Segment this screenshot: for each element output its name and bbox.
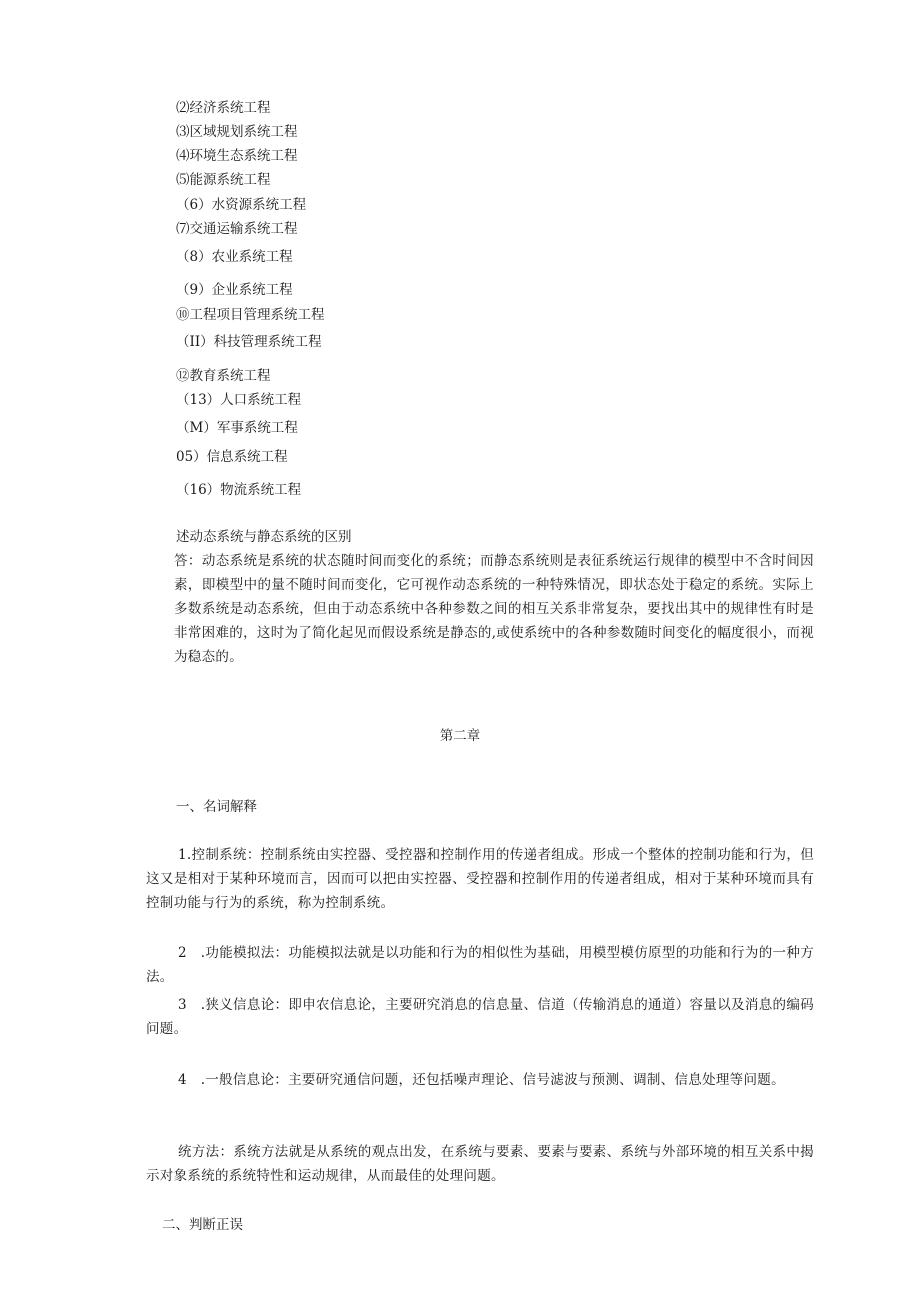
list-item: 05）信息系统工程 — [176, 449, 288, 465]
list-item: ⑫教育系统工程 — [176, 368, 271, 384]
section-heading: 一、名词解释 — [176, 799, 257, 815]
list-item: （M）军事系统工程 — [176, 420, 298, 436]
term-paragraph: 3 .狭义信息论：即申农信息论，主要研究消息的信息量、信道（传输消息的通道）容量以及消息的编码问题。 — [146, 997, 814, 1037]
list-item: ⑸能源系统工程 — [176, 172, 271, 188]
section-heading: 二、判断正误 — [162, 1217, 243, 1233]
list-item: （9）企业系统工程 — [176, 282, 293, 298]
term-paragraph: 2 .功能模拟法：功能模拟法就是以功能和行为的相似性为基础，用模型模仿原型的功能和行为的一种方法。 — [146, 945, 814, 985]
term-paragraph: 4 .一般信息论：主要研究通信问题，还包括噪声理论、信号滤波与预测、调制、信息处理等问题。 — [178, 1072, 785, 1088]
list-item: （6）水资源系统工程 — [176, 197, 307, 213]
list-item: ⑩工程项目管理系统工程 — [176, 307, 325, 323]
question-title: 述动态系统与静态系统的区别 — [176, 529, 352, 545]
chapter-title: 第二章 — [439, 728, 481, 744]
list-item: ⑵经济系统工程 — [176, 100, 271, 116]
term-paragraph: 统方法：系统方法就是从系统的观点出发，在系统与要素、要素与要素、系统与外部环境的相互关系中揭示对象系统的系统特性和运动规律，从而最佳的处理问题。 — [146, 1144, 814, 1184]
list-item: （II）科技管理系统工程 — [176, 334, 322, 350]
list-item: （16）物流系统工程 — [176, 482, 302, 498]
list-item: ⑷环境生态系统工程 — [176, 148, 298, 164]
list-item: （8）农业系统工程 — [176, 249, 293, 265]
list-item: （13）人口系统工程 — [176, 392, 302, 408]
term-paragraph: 1.控制系统：控制系统由实控器、受控器和控制作用的传递者组成。形成一个整体的控制功能和行为，但这又是相对于某种环境而言，因而可以把由实控器、受控器和控制作用的传递者组成，相对于某种环境而具有控制功能与行为的系统，称为控制系统。 — [146, 847, 814, 911]
list-item: ⑶区域规划系统工程 — [176, 124, 298, 140]
answer-paragraph: 答：动态系统是系统的状态随时间而变化的系统；而静态系统则是表征系统运行规律的模型中不含时间因素，即模型中的量不随时间而变化，它可视作动态系统的一种特殊情况，即状态处于稳定的系统。实际上多数系统是动态系统，但由于动态系统中各种参数之间的相互关系非常复杂，要找出其中的规律性有时是非常困难的，这时为了简化起见而假设系统是静态的,或使系统中的各种参数随时间变化的幅度很小，而视为稳态的。 — [174, 553, 814, 665]
list-item: ⑺交通运输系统工程 — [176, 221, 298, 237]
